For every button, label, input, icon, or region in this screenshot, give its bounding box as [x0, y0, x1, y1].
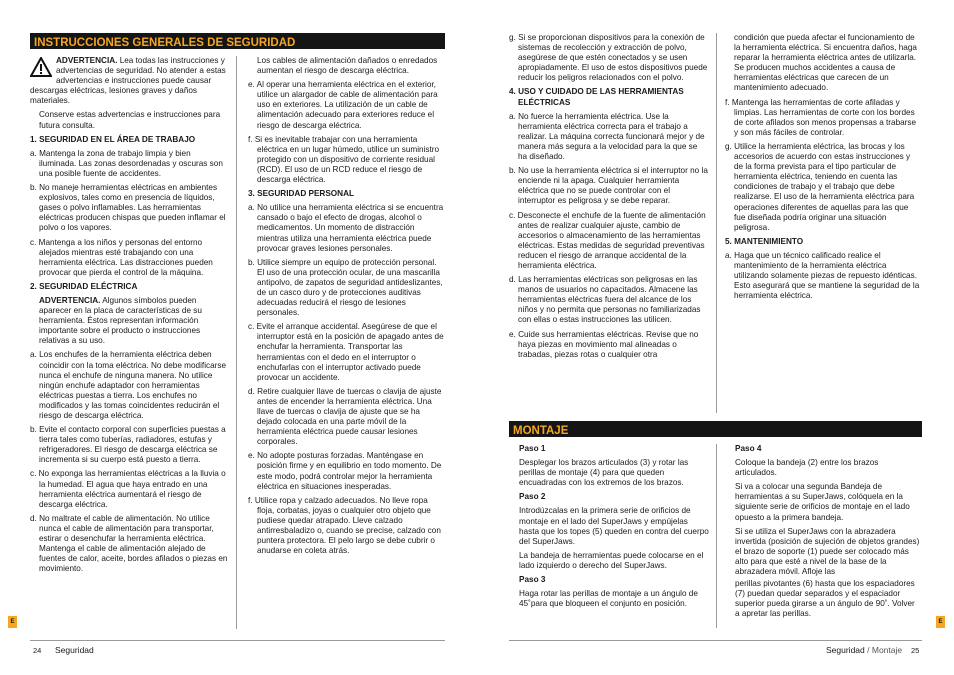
step-4-second-tray: Si va a colocar una segunda Bandeja de herramientas a su SuperJaws, colóquela en la siguiente serie de orificios de montaje en el lado opuesto a la primera bandeja. [735, 482, 910, 522]
step-2-note: La bandeja de herramientas puede colocarse en el lado izquierdo o derecho del SuperJaws. [519, 550, 704, 570]
item-4b: b. No use la herramienta eléctrica si el interruptor no la enciende ni la apaga. Cualquier herramienta eléctrica que no se puede controlar con el interruptor es peligrosa y se debe reparar. [509, 166, 708, 206]
step-3-text: Haga rotar las perillas de montaje a un ángulo de 45˚para que bloqueen el conjunto en posición. [519, 589, 698, 609]
item-4e: e. Cuide sus herramientas eléctricas. Revise que no haya piezas en movimiento mal alineadas o trabadas, piezas rotas o cualquier otra [509, 329, 699, 359]
item-3a: a. No utilice una herramienta eléctrica si se encuentra cansado o bajo el efecto de drogas, alcohol o medicamentos. Un momento de distracción mientras utiliza una herramienta eléctrica puede provocar graves lesiones personales. [248, 203, 444, 253]
item-2d: d. No maltrate el cable de alimentación. No utilice nunca el cable de alimentación para transportar, estirar o desenchufar la herramienta eléctrica. Mantenga el cable de alimentación alejado de fuentes de calor, aceite, bordes afilados o piezas en movimiento. [30, 513, 228, 574]
item-2c: c. No exponga las herramientas eléctricas a la lluvia o la humedad. El agua que haya entrado en una herramienta eléctrica aumentará el riesgo de descarga eléctrica. [30, 469, 226, 509]
footer-section-seguridad: Seguridad [826, 645, 865, 655]
column-divider-left [236, 56, 237, 629]
footer-section-montaje: Montaje [871, 645, 903, 655]
item-3b: b. Utilice siempre un equipo de protección personal. El uso de una protección ocular, de una mascarilla antipolvo, de zapatos de seguridad antideslizantes, de un casco duro y de protecciones auditivas adecuadas reducirá el riesgo de lesiones personales. [248, 257, 443, 318]
keep-instructions: Conserve estas advertencias e instrucciones para futura consulta. [39, 110, 221, 130]
footer-rule-right [509, 640, 922, 641]
warning-text: Lea todas las instrucciones y advertencias de seguridad. No atender a estas advertencias e instrucciones puede causar descargas eléctricas, lesiones graves y daños materiales. [30, 56, 226, 106]
item-2b: b. Evite el contacto corporal con superficies puestas a tierra tales como tuberías, radiadores, estufas y refrigeradores. El riesgo de descarga eléctrica se incrementa si su cuerpo está puesto a tierra. [30, 425, 226, 465]
heading-work-area: 1. SEGURIDAD EN EL ÁREA DE TRABAJO [30, 134, 196, 144]
item-1a: a. Mantenga la zona de trabajo limpia y bien iluminada. Las zonas desordenadas y oscuras son una posible fuente de accidentes. [30, 148, 223, 178]
column-divider-right-top [716, 33, 717, 413]
footer-rule-left [30, 640, 445, 641]
montaje-header-label: MONTAJE [513, 425, 569, 437]
warning-paragraph [30, 56, 228, 106]
warning-triangle-icon [30, 57, 52, 77]
item-4d: d. Las herramientas eléctricas son peligrosas en las manos de usuarios no capacitados. Almacene las herramientas eléctricas fuera del alcance de los niños y no permita que personas no familiarizadas con ellas o estas instrucciones las utilicen. [509, 275, 701, 325]
section-header-general-safety [30, 33, 445, 49]
montaje-column-right [735, 444, 921, 624]
item-4f: f. Mantenga las herramientas de corte afiladas y limpias. Las herramientas de corte con los bordes de corte afilados son menos propensas a trabarse y son más fáciles de controlar. [725, 97, 917, 137]
step-4-knobs: perillas pivotantes (6) hasta que los espaciadores (7) puedan quedar separados y el espaciador superior pueda girarse a un ángulo de 90˚. Volver a apretar las perillas. [735, 579, 915, 619]
electrical-warning-text: Algunos símbolos pueden aparecer en la placa de características de su herramienta. Éstos representan información importante sobre el producto o instrucciones relativas a su uso. [39, 295, 202, 346]
column-3 [509, 33, 708, 364]
step-3-title: Paso 3 [519, 575, 546, 585]
item-2d-cont: Los cables de alimentación dañados o enredados aumentan el riesgo de descarga eléctrica. [257, 56, 438, 76]
item-3c: c. Evite el arranque accidental. Asegúrese de que el interruptor está en la posición de apagado antes de enchufar la herramienta. Transportar las herramientas con el dedo en el interruptor o enchufarlas con el interruptor activado puede provocar un accidente. [248, 322, 444, 382]
step-1-text: Desplegar los brazos articulados (3) y rotar las perillas de montaje (4) para que queden encuadradas con los extremos de los brazos. [519, 458, 689, 488]
footer-section-right [826, 645, 902, 655]
electrical-warning [30, 296, 228, 346]
column-2 [248, 56, 445, 560]
warning-label: ADVERTENCIA. [56, 56, 118, 65]
column-4 [725, 33, 921, 305]
electrical-warning-label: ADVERTENCIA. [39, 295, 101, 305]
step-4-text: Coloque la bandeja (2) entre los brazos articulados. [735, 458, 879, 478]
footer-section-separator: / [864, 645, 872, 655]
item-3d: d. Retire cualquier llave de tuercas o clavija de ajuste antes de encender la herramienta eléctrica. Una llave de tuercas o clavija de ajuste que se ha dejado colocada en una parte móvil de la herramienta eléctrica puede causar lesiones corporales. [248, 386, 442, 447]
heading-maintenance: 5. MANTENIMIENTO [725, 236, 804, 246]
item-5a: a. Haga que un técnico calificado realice el mantenimiento de la herramienta eléctrica utilizando solamente piezas de repuesto idénticas. Esto asegurará que se mantiene la seguridad de la herramienta eléctrica. [725, 250, 920, 301]
item-2a: a. Los enchufes de la herramienta eléctrica deben coincidir con la toma eléctrica. No debe modificarse nunca el enchufe de ninguna manera. No utilice ningún enchufe adaptador con herramientas eléctricas puestas a tierra. Los enchufes no modificados y las tomas coincidentes reducirán el riesgo de descarga eléctrica. [30, 350, 227, 420]
step-4-inverted: Si se utiliza el SuperJaws con la abrazadera invertida (posición de sujeción de objetos grandes) el brazo de soporte (1) puede ser colocado más alto para que esté a nivel de la base de la abrazadera móvil. Afloje las [735, 526, 920, 577]
language-tab-left: E [8, 616, 17, 628]
section-header-label: INSTRUCCIONES GENERALES DE SEGURIDAD [34, 37, 296, 49]
step-1-title: Paso 1 [519, 444, 546, 453]
language-tab-right: E [936, 616, 945, 628]
heading-electrical-safety: 2. SEGURIDAD ELÉCTRICA [30, 281, 138, 291]
page-number-left: 24 [33, 646, 42, 655]
section-header-montaje [509, 421, 922, 437]
item-4c: c. Desconecte el enchufe de la fuente de alimentación antes de realizar cualquier ajuste, cambio de accesorios o almacenamiento de las herramientas eléctricas. Estas medidas de seguridad preventivas reducen el riesgo de arranque accidental de la herramienta eléctrica. [509, 210, 706, 270]
footer-section-left: Seguridad [55, 645, 94, 655]
column-divider-right-bottom [716, 444, 717, 628]
montaje-column-left [519, 444, 709, 613]
heading-personal-safety: 3. SEGURIDAD PERSONAL [248, 189, 354, 199]
page-number-right: 25 [911, 646, 920, 655]
column-1 [30, 56, 228, 578]
item-4g: g. Utilice la herramienta eléctrica, las brocas y los accesorios de acuerdo con estas instrucciones y de la forma prevista para el tipo particular de herramienta eléctrica, teniendo en cuenta las condiciones de trabajo y el trabajo que debe realizarse. El uso de la herramienta eléctrica para operaciones diferentes de aquellas para las que fue diseñada podría originar una situación peligrosa. [725, 141, 915, 232]
step-2-title: Paso 2 [519, 492, 546, 502]
item-4a: a. No fuerce la herramienta eléctrica. Use la herramienta eléctrica correcta para el trabajo a realizar. La máquina correcta funcionará mejor y de manera más segura a la velocidad para la que se ha diseñado. [509, 111, 705, 162]
item-1c: c. Mantenga a los niños y personas del entorno alejados mientras esté trabajando con una herramienta eléctrica. Las distracciones pueden provocar que pierda el control de la máquina. [30, 237, 213, 277]
item-3f: f. Utilice ropa y calzado adecuados. No lleve ropa floja, corbatas, joyas o cualquier otro objeto que pudiese quedar atrapado. Lleve calzado antirresbaladizo o, cuando se precise, calzado con puntera protectora. El pelo largo se debe cubrir o anudarse en coleta atrás. [248, 495, 441, 556]
step-2-text: Introdúzcalas en la primera serie de orificios de montaje en el lado del SuperJaws y empújelas hasta que los topes (5) queden en contra del cuerpo del SuperJaws. [519, 506, 709, 546]
item-3g: g. Si se proporcionan dispositivos para la conexión de sistemas de recolección y extracción de polvo, asegúrese de que estén conectados y se usen apropiadamente. El uso de estos dispositivos puede reducir los peligros relacionados con el polvo. [509, 33, 708, 83]
item-1b: b. No maneje herramientas eléctricas en ambientes explosivos, tales como en presencia de líquidos, gases o polvo inflamables. Las herramientas eléctricas producen chispas que pueden inflamar el polvo o los vapores. [30, 183, 226, 233]
item-3e: e. No adopte posturas forzadas. Manténgase en posición firme y en equilibrio en todo momento. De este modo, podrá controlar mejor la herramienta eléctrica en situaciones inesperadas. [248, 451, 442, 491]
item-4e-cont: condición que pueda afectar el funcionamiento de la herramienta eléctrica. Si encuentra daños, haga reparar la herramienta eléctrica antes de utilizarla. Se producen muchos accidentes a causa de herramientas eléctricas que carecen de un mantenimiento adecuado. [734, 33, 917, 93]
item-2e: e. Al operar una herramienta eléctrica en el exterior, utilice un alargador de cable de alimentación para uso en exteriores. La utilización de un cable de alimentación adecuado para exteriores reduce el riesgo de descarga eléctrica. [248, 80, 438, 130]
heading-tool-use-care: 4. USO Y CUIDADO DE LAS HERRAMIENTAS ELÉCTRICAS [509, 87, 684, 107]
step-4-title: Paso 4 [735, 444, 762, 453]
item-2f: f. Si es inevitable trabajar con una herramienta eléctrica en un lugar húmedo, utilice un suministro protegido con un dispositivo de corriente residual (RCD). El uso de un RCD reduce el riesgo de descarga eléctrica. [248, 134, 440, 185]
